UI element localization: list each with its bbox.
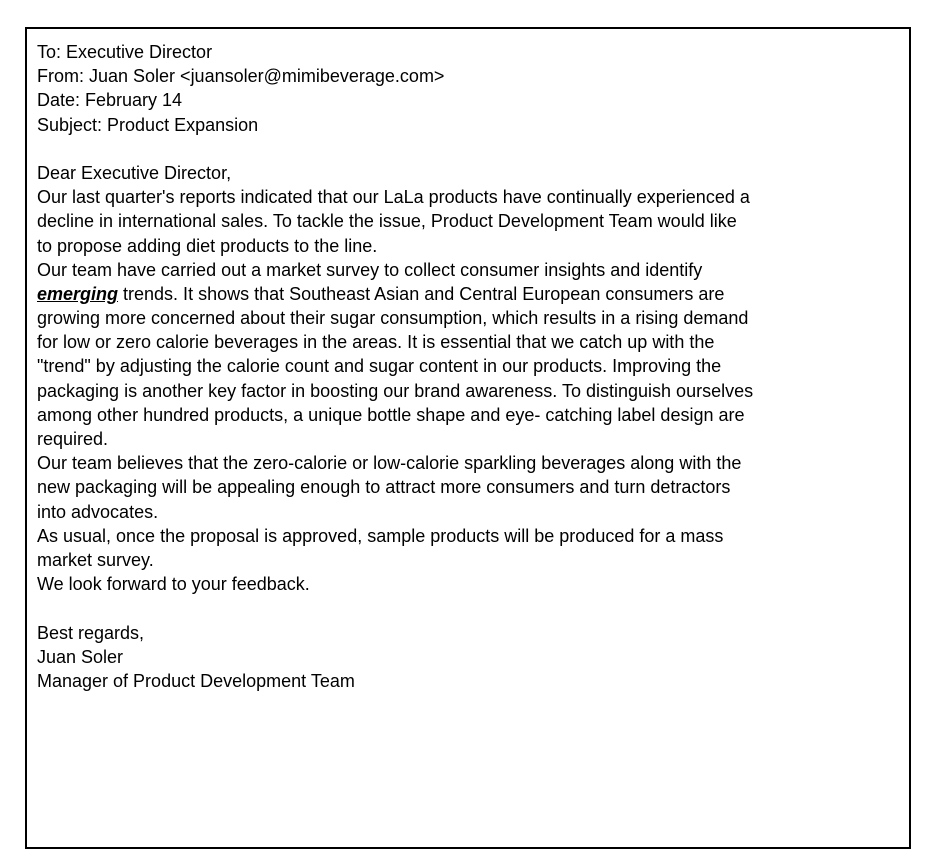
email-document: [25, 27, 911, 849]
paragraph-3-line-3: into advocates.: [37, 501, 159, 522]
paragraph-2-line-2: [37, 282, 909, 306]
spacer: [37, 137, 909, 161]
paragraph-2-line-2-rest: trends. It shows that Southeast Asian and Central European consumers are: [118, 283, 725, 304]
salutation: Dear Executive Director,: [37, 162, 232, 183]
paragraph-5: We look forward to your feedback.: [37, 574, 310, 595]
email-date: Date: February 14: [37, 90, 183, 111]
paragraph-1-line-2: decline in international sales. To tackle the issue, Product Development Team would like: [37, 211, 737, 232]
paragraph-3-line-2: new packaging will be appealing enough to attract more consumers and turn detractors: [37, 477, 731, 498]
email-to: To: Executive Director: [37, 42, 213, 62]
signature-name: Juan Soler: [37, 646, 124, 667]
paragraph-2-line-6: packaging is another key factor in boosting our brand awareness. To distinguish ourselves: [37, 380, 754, 401]
paragraph-2-line-4: for low or zero calorie beverages in the areas. It is essential that we catch up with the: [37, 332, 715, 353]
paragraph-2-line-7: among other hundred products, a unique bottle shape and eye- catching label design are: [37, 404, 745, 425]
spacer: [37, 596, 909, 620]
paragraph-2-line-3: growing more concerned about their sugar consumption, which results in a rising demand: [37, 308, 749, 329]
paragraph-2-line-8: required.: [37, 429, 109, 449]
email-subject: Subject: Product Expansion: [37, 114, 259, 135]
paragraph-4-line-1: As usual, once the proposal is approved, sample products will be produced for a mass: [37, 525, 724, 546]
paragraph-3-line-1: Our team believes that the zero-calorie or low-calorie sparkling beverages along with the: [37, 453, 742, 474]
paragraph-1-line-3: to propose adding diet products to the line.: [37, 235, 378, 256]
paragraph-1-line-1: Our last quarter's reports indicated that our LaLa products have continually experienced a: [37, 187, 750, 208]
signature-title: Manager of Product Development Team: [37, 670, 355, 691]
email-from: From: Juan Soler <juansoler@mimibeverage.com>: [37, 66, 445, 87]
paragraph-4-line-2: market survey.: [37, 549, 154, 570]
paragraph-2-line-5: "trend" by adjusting the calorie count and sugar content in our products. Improving the: [37, 356, 722, 377]
paragraph-2-line-1: Our team have carried out a market survey to collect consumer insights and identify: [37, 259, 703, 280]
closing: Best regards,: [37, 622, 145, 643]
emphasized-word: emerging: [37, 283, 119, 304]
